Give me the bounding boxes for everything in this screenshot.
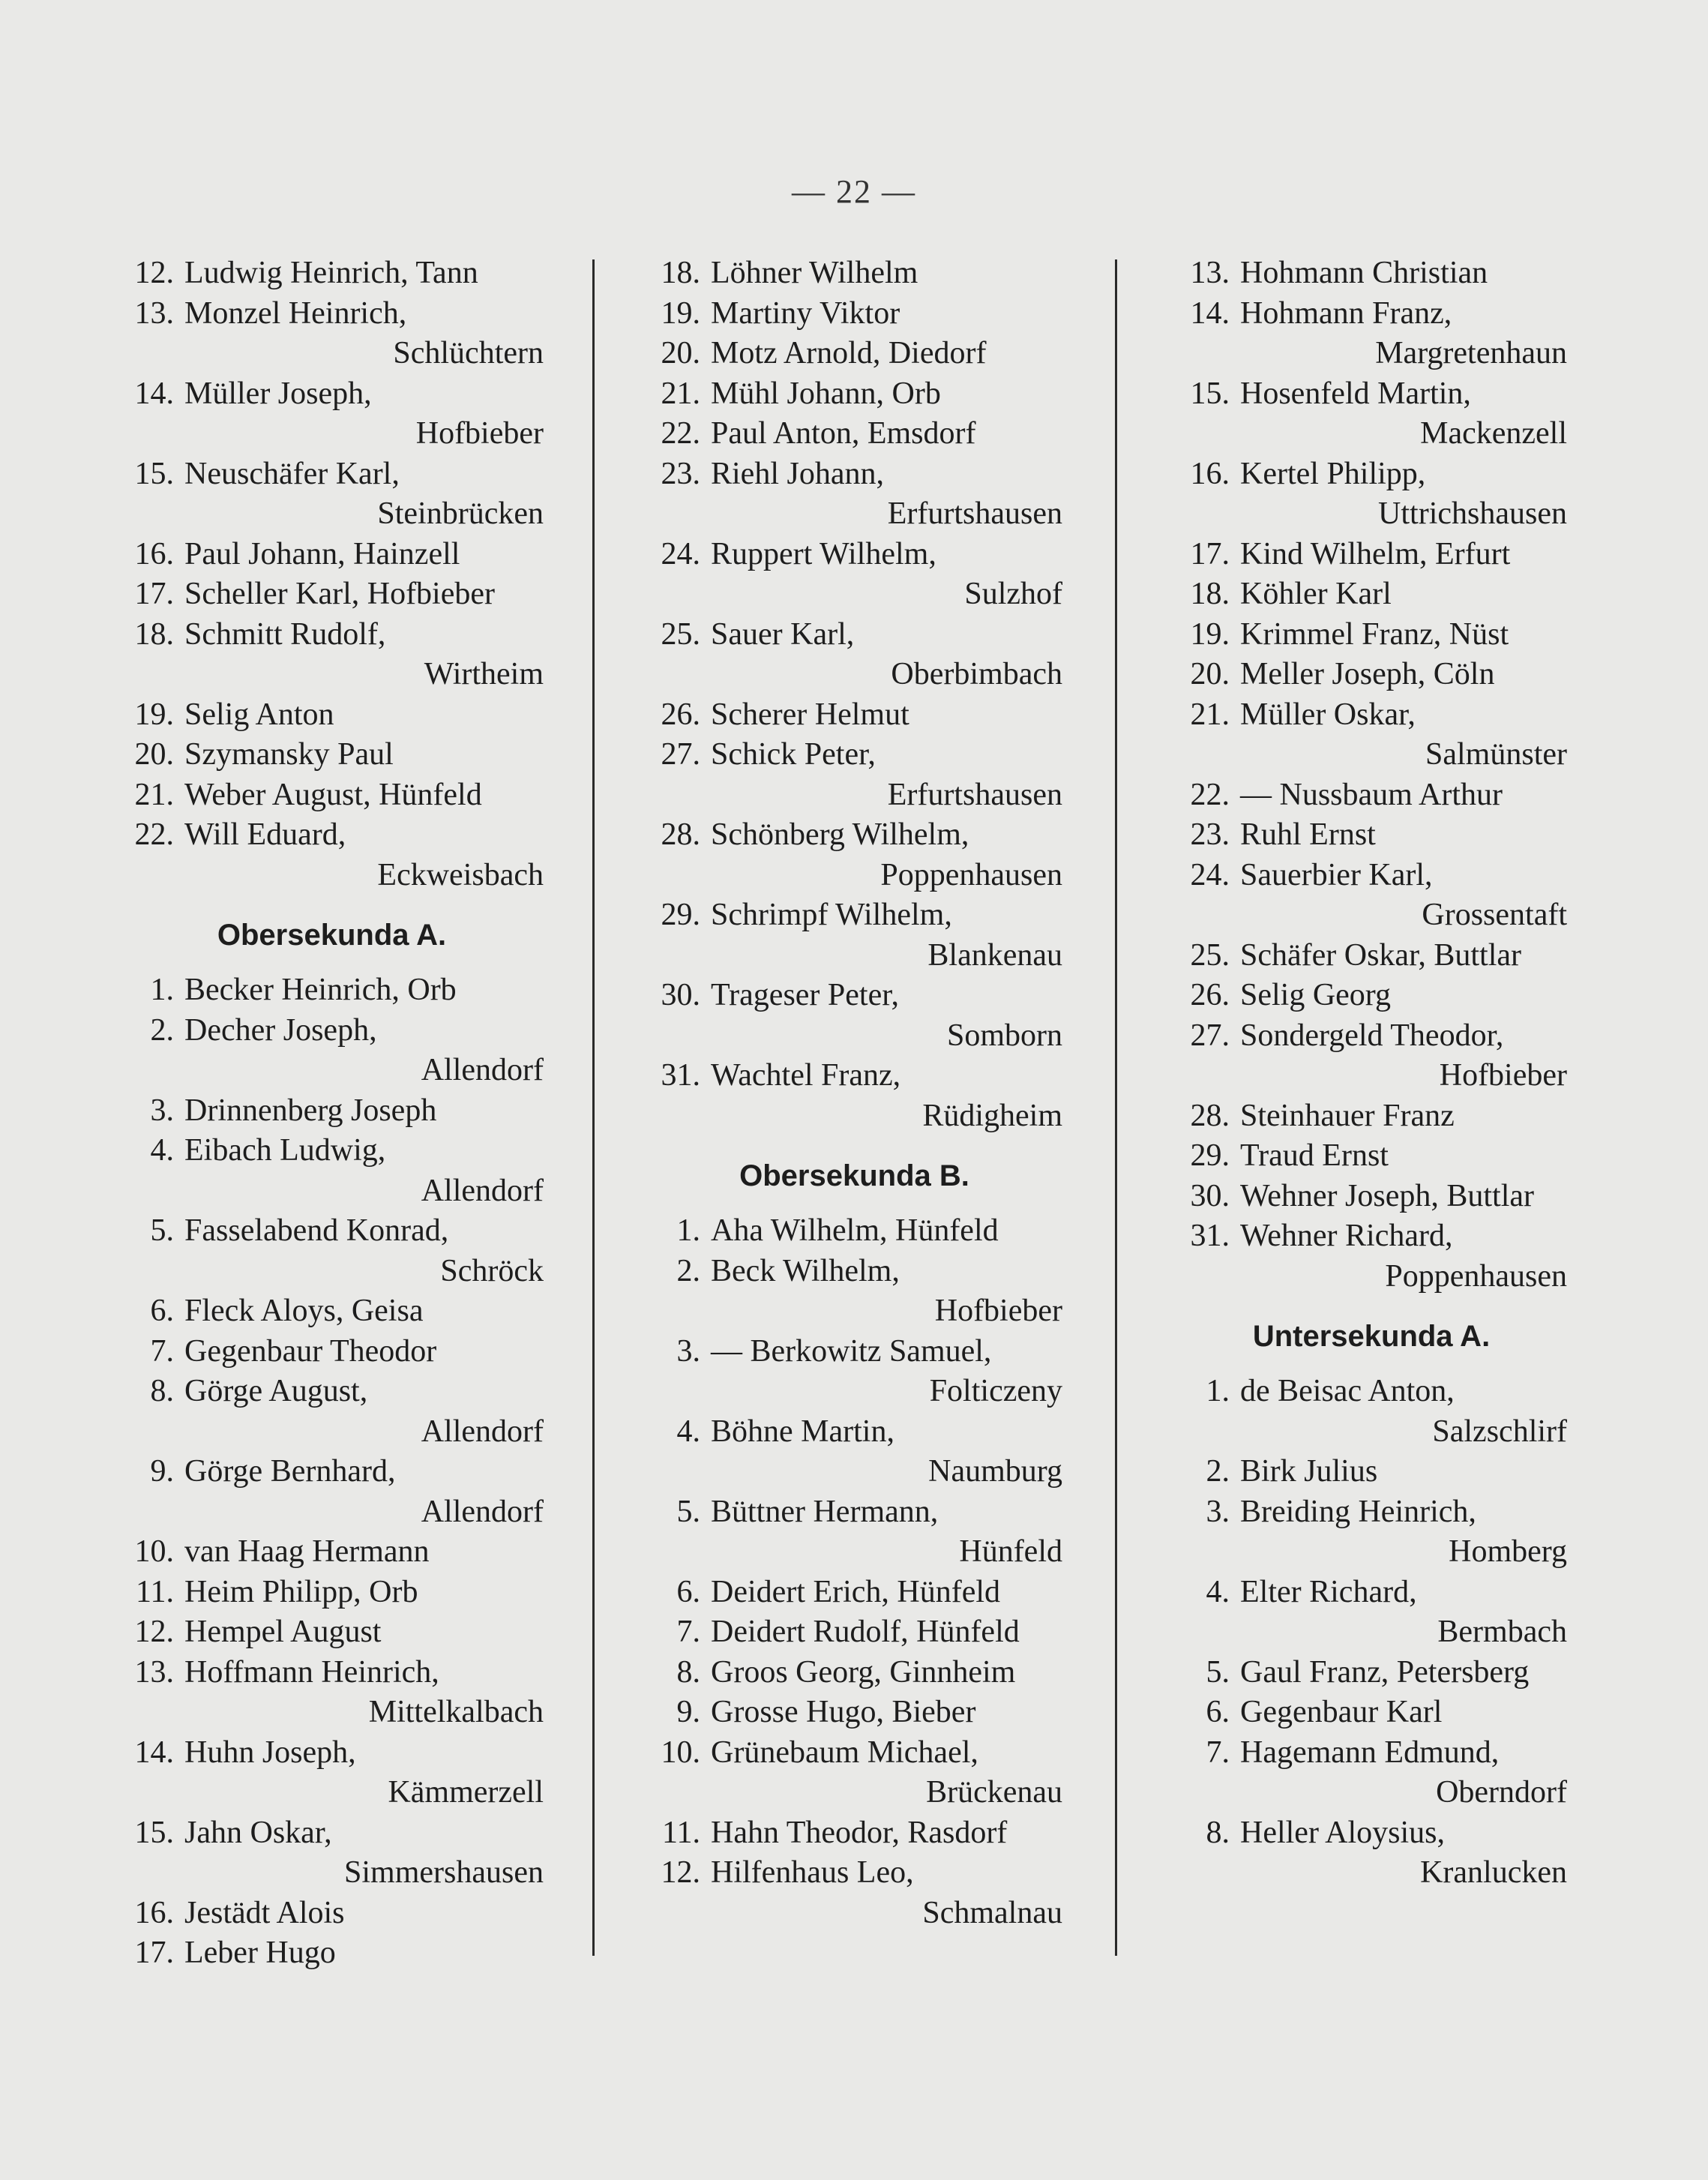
entry-name: Heller Aloysius, [1240, 1815, 1445, 1850]
entry-name: Böhne Martin, [711, 1414, 894, 1449]
entry-name: Decher Joseph, [184, 1012, 377, 1048]
entry-name: Deidert Rudolf, Hünfeld [711, 1615, 1020, 1649]
entry-number: 2. [1206, 1454, 1230, 1489]
column-3 [1176, 253, 1567, 1894]
entry-name: Köhler Karl [1240, 577, 1392, 611]
entry-name: Sondergeld Theodor, [1240, 1018, 1504, 1053]
entry-number: 14. [1190, 295, 1230, 331]
entry-place: Blankenau [927, 937, 1062, 973]
entry-name: de Beisac Anton, [1240, 1374, 1455, 1408]
list-entry [646, 1653, 1062, 1693]
list-entry [120, 574, 544, 615]
entry-place: Schröck [440, 1253, 544, 1288]
entry-name: Schönberg Wilhelm, [711, 817, 969, 852]
entry-place: Salzschlirf [1432, 1414, 1567, 1449]
entry-number: 13. [134, 1654, 174, 1690]
entry-number: 25. [1190, 937, 1230, 973]
entry-place: Naumburg [928, 1454, 1062, 1489]
entry-name: Hohmann Franz, [1240, 295, 1452, 331]
entry-name: Drinnenberg Joseph [184, 1093, 437, 1128]
entry-name: Wehner Richard, [1240, 1219, 1453, 1253]
entry-number: 15. [1190, 376, 1230, 411]
list-entry [1176, 1573, 1567, 1653]
list-entry [120, 1733, 544, 1813]
entry-number: 6. [150, 1294, 174, 1328]
entry-place: Simmershausen [344, 1855, 544, 1890]
entry-place: Bermbach [1437, 1615, 1567, 1649]
entry-name: Hoffmann Heinrich, [184, 1654, 439, 1690]
list-entry [646, 615, 1062, 695]
entry-number: 17. [134, 1936, 174, 1970]
list-entry [1176, 1492, 1567, 1573]
entry-number: 25. [661, 616, 700, 652]
list-entry [120, 1091, 544, 1132]
list-entry [646, 294, 1062, 334]
entry-number: 16. [134, 536, 174, 571]
entry-name: Monzel Heinrich, [184, 295, 407, 331]
entry-number: 19. [134, 697, 174, 732]
entry-number: 11. [136, 1574, 174, 1609]
entry-name: Ruppert Wilhelm, [711, 536, 936, 571]
entry-number: 26. [661, 697, 700, 732]
entry-name: Hahn Theodor, Rasdorf [711, 1815, 1008, 1850]
list-entry [120, 253, 544, 294]
entry-number: 7. [150, 1333, 174, 1369]
entry-number: 13. [1190, 256, 1230, 290]
entry-name: Aha Wilhelm, Hünfeld [711, 1213, 999, 1248]
entry-number: 9. [150, 1454, 174, 1489]
entry-name: Krimmel Franz, Nüst [1240, 616, 1509, 652]
list-entry [120, 1452, 544, 1532]
entry-name: Huhn Joseph, [184, 1735, 356, 1770]
list-entry [646, 535, 1062, 615]
list-entry [646, 1211, 1062, 1252]
entry-number: 5. [676, 1494, 700, 1529]
entry-number: 22. [134, 817, 174, 852]
entry-number: 10. [661, 1735, 700, 1770]
entry-place: Kranlucken [1420, 1855, 1567, 1890]
entry-name: Schrimpf Wilhelm, [711, 898, 952, 932]
entry-name: Kind Wilhelm, Erfurt [1240, 536, 1511, 571]
entry-name: Heim Philipp, Orb [184, 1574, 418, 1609]
entry-name: Gegenbaur Theodor [184, 1333, 437, 1369]
entry-place: Mackenzell [1420, 416, 1567, 451]
entry-name: Hilfenhaus Leo, [711, 1855, 914, 1890]
entry-name: Müller Joseph, [184, 376, 372, 411]
list-entry [646, 253, 1062, 294]
list-entry [120, 1372, 544, 1452]
list-entry [1176, 1136, 1567, 1177]
list-entry [646, 1252, 1062, 1332]
entry-name: Schick Peter, [711, 737, 876, 772]
list-entry [120, 970, 544, 1011]
entry-number: 18. [661, 256, 700, 290]
entry-number: 13. [134, 295, 174, 331]
entry-name: Wehner Joseph, Buttlar [1240, 1178, 1535, 1213]
list-entry [120, 1813, 544, 1894]
list-entry [120, 1332, 544, 1372]
entry-number: 15. [134, 456, 174, 491]
entry-place: Wirtheim [424, 657, 544, 691]
list-entry [646, 1813, 1062, 1854]
list-entry [1176, 815, 1567, 856]
entry-number: 12. [661, 1855, 700, 1890]
entry-number: 23. [1190, 817, 1230, 852]
entry-number: 22. [1190, 777, 1230, 812]
entry-place: Erfurtshausen [887, 496, 1062, 531]
entry-number: 3. [150, 1093, 174, 1128]
entry-name: Büttner Hermann, [711, 1494, 939, 1529]
entry-number: 21. [661, 376, 700, 411]
entry-name: Sauer Karl, [711, 616, 855, 652]
list-entry [646, 334, 1062, 374]
entry-name: Scherer Helmut [711, 697, 909, 732]
entry-number: 19. [1190, 616, 1230, 652]
list-entry [1176, 1096, 1567, 1137]
entry-name: Meller Joseph, Cöln [1240, 657, 1495, 691]
entry-number: 2. [676, 1253, 700, 1288]
entry-place: Salmünster [1425, 737, 1567, 772]
entry-name: Jestädt Alois [184, 1895, 345, 1930]
list-entry [120, 1131, 544, 1211]
entry-name: Ruhl Ernst [1240, 817, 1376, 852]
entry-name: Schäfer Oskar, Buttlar [1240, 937, 1522, 973]
entry-number: 17. [134, 577, 174, 611]
entry-number: 8. [150, 1374, 174, 1408]
entry-name: Breiding Heinrich, [1240, 1494, 1476, 1529]
list-entry [1176, 1216, 1567, 1297]
entry-name: Trageser Peter, [711, 978, 900, 1012]
entry-name: Sauerbier Karl, [1240, 857, 1433, 892]
entry-name: Grünebaum Michael, [711, 1735, 978, 1770]
entry-name: Eibach Ludwig, [184, 1133, 386, 1168]
entry-number: 20. [661, 336, 700, 370]
entry-name: Fasselabend Konrad, [184, 1213, 449, 1248]
list-entry [1176, 976, 1567, 1016]
list-entry [1176, 535, 1567, 575]
entry-place: Rüdigheim [922, 1098, 1062, 1133]
entry-place: Oberbimbach [891, 657, 1062, 691]
entry-number: 1. [150, 973, 174, 1007]
list-entry [1176, 936, 1567, 976]
list-entry [646, 695, 1062, 736]
column-1 [120, 253, 544, 1974]
entry-name: Müller Oskar, [1240, 697, 1416, 732]
entry-place: Allendorf [421, 1494, 544, 1529]
entry-name: Weber August, Hünfeld [184, 777, 482, 812]
entry-name: Steinhauer Franz [1240, 1098, 1455, 1133]
list-entry [1176, 1452, 1567, 1492]
entry-name: Hosenfeld Martin, [1240, 376, 1471, 411]
list-entry [646, 1056, 1062, 1136]
list-entry [1176, 1693, 1567, 1733]
entry-name: Gegenbaur Karl [1240, 1695, 1443, 1729]
list-entry [646, 815, 1062, 895]
entry-number: 8. [1206, 1815, 1230, 1850]
entry-name: Paul Anton, Emsdorf [711, 416, 976, 451]
entry-number: 18. [134, 616, 174, 652]
entry-name: Ludwig Heinrich, Tann [184, 256, 478, 290]
section-heading: Obersekunda A. [217, 919, 447, 952]
list-entry [1176, 1653, 1567, 1693]
entry-place: Brückenau [926, 1775, 1062, 1810]
entry-place: Mittelkalbach [368, 1695, 544, 1729]
entry-place: Kämmerzell [388, 1775, 544, 1810]
list-entry [1176, 775, 1567, 816]
entry-place: Schlüchtern [393, 336, 544, 370]
entry-name: Deidert Erich, Hünfeld [711, 1574, 1001, 1609]
entry-place: Steinbrücken [377, 496, 544, 531]
entry-name: Neuschäfer Karl, [184, 456, 400, 491]
entry-place: Eckweisbach [377, 857, 544, 892]
entry-number: 26. [1190, 978, 1230, 1012]
entry-name: Motz Arnold, Diedorf [711, 336, 987, 370]
entry-name: Birk Julius [1240, 1454, 1378, 1489]
list-entry [646, 454, 1062, 535]
list-entry [646, 735, 1062, 815]
entry-number: 21. [134, 777, 174, 812]
list-entry [120, 294, 544, 374]
entry-name: Will Eduard, [184, 817, 346, 852]
entry-number: 17. [1190, 536, 1230, 571]
list-entry [120, 1211, 544, 1291]
list-entry [646, 1573, 1062, 1613]
entry-number: 22. [661, 416, 700, 451]
entry-number: 29. [661, 898, 700, 932]
entry-number: 7. [676, 1615, 700, 1649]
list-entry [120, 815, 544, 895]
entry-name: Gaul Franz, Petersberg [1240, 1654, 1530, 1690]
entry-number: 20. [1190, 657, 1230, 691]
entry-name: Görge August, [184, 1374, 368, 1408]
entry-number: 4. [676, 1414, 700, 1449]
list-entry [646, 1412, 1062, 1492]
entry-place: Allendorf [421, 1053, 544, 1087]
column-divider [592, 259, 595, 1956]
entry-number: 8. [676, 1654, 700, 1690]
list-entry [646, 1492, 1062, 1573]
list-entry [120, 535, 544, 575]
entry-number: 11. [662, 1815, 700, 1850]
list-entry [646, 1612, 1062, 1653]
entry-number: 20. [134, 737, 174, 772]
entry-name: Wachtel Franz, [711, 1058, 901, 1093]
entry-name: Schmitt Rudolf, [184, 616, 386, 652]
entry-name: Selig Anton [184, 697, 334, 732]
entry-name: Selig Georg [1240, 978, 1392, 1012]
entry-name: Löhner Wilhelm [711, 256, 918, 290]
entry-number: 10. [134, 1534, 174, 1569]
list-entry [646, 1853, 1062, 1933]
list-entry [120, 1291, 544, 1332]
entry-place: Uttrichshausen [1378, 496, 1567, 531]
entry-place: Oberndorf [1436, 1775, 1567, 1810]
entry-place: Margretenhaun [1375, 336, 1567, 370]
entry-name: Becker Heinrich, Orb [184, 973, 457, 1007]
entry-name: Fleck Aloys, Geisa [184, 1294, 424, 1328]
entry-place: Folticzeny [929, 1374, 1062, 1408]
entry-number: 5. [150, 1213, 174, 1248]
list-entry [1176, 1813, 1567, 1894]
entry-number: 7. [1206, 1735, 1230, 1770]
entry-name: Hagemann Edmund, [1240, 1735, 1500, 1770]
entry-name: Kertel Philipp, [1240, 456, 1426, 491]
entry-name: Szymansky Paul [184, 737, 394, 772]
entry-name: Hempel August [184, 1615, 382, 1649]
entry-name: Traud Ernst [1240, 1138, 1389, 1173]
entry-number: 6. [1206, 1695, 1230, 1729]
list-entry [1176, 1177, 1567, 1217]
list-entry [646, 414, 1062, 454]
list-entry [646, 976, 1062, 1056]
entry-number: 31. [1190, 1219, 1230, 1253]
entry-number: 14. [134, 376, 174, 411]
entry-number: 2. [150, 1012, 174, 1048]
list-entry [120, 735, 544, 775]
list-entry [120, 1011, 544, 1091]
list-entry [1176, 856, 1567, 936]
entry-place: Hofbieber [934, 1294, 1062, 1328]
list-entry [646, 895, 1062, 976]
list-entry [1176, 454, 1567, 535]
entry-name: Görge Bernhard, [184, 1454, 396, 1489]
list-entry [1176, 1733, 1567, 1813]
list-entry [120, 374, 544, 454]
entry-number: 30. [661, 978, 700, 1012]
entry-number: 16. [1190, 456, 1230, 491]
entry-name: Elter Richard, [1240, 1574, 1417, 1609]
entry-name: van Haag Hermann [184, 1534, 430, 1569]
entry-place: Somborn [946, 1018, 1062, 1053]
column-2 [646, 253, 1062, 1933]
entry-place: Grossentaft [1422, 898, 1567, 932]
list-entry [120, 1933, 544, 1974]
list-entry [1176, 253, 1567, 294]
entry-place: Erfurtshausen [887, 777, 1062, 812]
entry-number: 21. [1190, 697, 1230, 732]
entry-number: 4. [150, 1133, 174, 1168]
section-heading: Obersekunda B. [739, 1159, 969, 1192]
entry-name: Mühl Johann, Orb [711, 376, 941, 411]
list-entry [120, 1532, 544, 1573]
entry-name: Grosse Hugo, Bieber [711, 1695, 976, 1729]
list-entry [1176, 615, 1567, 655]
list-entry [1176, 695, 1567, 775]
list-entry [646, 374, 1062, 415]
entry-number: 27. [661, 737, 700, 772]
list-entry [120, 615, 544, 695]
list-entry [1176, 1016, 1567, 1096]
entry-number: 15. [134, 1815, 174, 1850]
list-entry [1176, 574, 1567, 615]
entry-number: 5. [1206, 1654, 1230, 1690]
entry-name: — Berkowitz Samuel, [711, 1333, 992, 1369]
entry-number: 27. [1190, 1018, 1230, 1053]
entry-number: 24. [1190, 857, 1230, 892]
list-entry [1176, 655, 1567, 695]
entry-number: 19. [661, 295, 700, 331]
entry-name: Scheller Karl, Hofbieber [184, 577, 495, 611]
entry-name: Groos Georg, Ginnheim [711, 1654, 1016, 1690]
list-entry [120, 454, 544, 535]
entry-number: 4. [1206, 1574, 1230, 1609]
entry-name: Leber Hugo [184, 1936, 336, 1970]
entry-number: 12. [134, 256, 174, 290]
entry-name: Jahn Oskar, [184, 1815, 332, 1850]
entry-name: Beck Wilhelm, [711, 1253, 900, 1288]
page-number: — 22 — [792, 173, 916, 210]
entry-place: Hofbieber [415, 416, 544, 451]
entry-number: 31. [661, 1058, 700, 1093]
list-entry [120, 1894, 544, 1934]
list-entry [646, 1693, 1062, 1733]
entry-number: 16. [134, 1895, 174, 1930]
entry-name: — Nussbaum Arthur [1240, 777, 1503, 812]
entry-number: 9. [676, 1695, 700, 1729]
entry-number: 30. [1190, 1178, 1230, 1213]
entry-number: 28. [661, 817, 700, 852]
list-entry [1176, 294, 1567, 374]
list-entry [120, 1573, 544, 1613]
list-entry [120, 1612, 544, 1653]
entry-number: 3. [676, 1333, 700, 1369]
list-entry [646, 1332, 1062, 1412]
entry-number: 6. [676, 1574, 700, 1609]
list-entry [120, 695, 544, 736]
list-entry [120, 775, 544, 816]
entry-name: Paul Johann, Hainzell [184, 536, 460, 571]
entry-place: Homberg [1449, 1534, 1567, 1569]
list-entry [120, 1653, 544, 1733]
column-divider [1115, 259, 1117, 1956]
entry-number: 24. [661, 536, 700, 571]
entry-number: 1. [676, 1213, 700, 1248]
entry-name: Hohmann Christian [1240, 256, 1488, 290]
entry-name: Riehl Johann, [711, 456, 884, 491]
entry-number: 14. [134, 1735, 174, 1770]
entry-place: Allendorf [421, 1173, 544, 1208]
entry-place: Allendorf [421, 1414, 544, 1449]
entry-number: 28. [1190, 1098, 1230, 1133]
entry-place: Poppenhausen [880, 857, 1062, 892]
entry-number: 23. [661, 456, 700, 491]
entry-place: Schmalnau [922, 1895, 1062, 1930]
list-entry [1176, 1372, 1567, 1452]
entry-place: Sulzhof [964, 577, 1062, 611]
entry-number: 29. [1190, 1138, 1230, 1173]
entry-name: Martiny Viktor [711, 295, 900, 331]
section-heading: Untersekunda A. [1252, 1320, 1491, 1353]
entry-place: Hünfeld [959, 1534, 1062, 1569]
entry-place: Poppenhausen [1385, 1258, 1567, 1294]
entry-number: 12. [134, 1615, 174, 1649]
list-entry [1176, 374, 1567, 454]
entry-place: Hofbieber [1439, 1058, 1567, 1093]
list-entry [646, 1733, 1062, 1813]
entry-number: 1. [1206, 1374, 1230, 1408]
entry-number: 3. [1206, 1494, 1230, 1529]
entry-number: 18. [1190, 577, 1230, 611]
